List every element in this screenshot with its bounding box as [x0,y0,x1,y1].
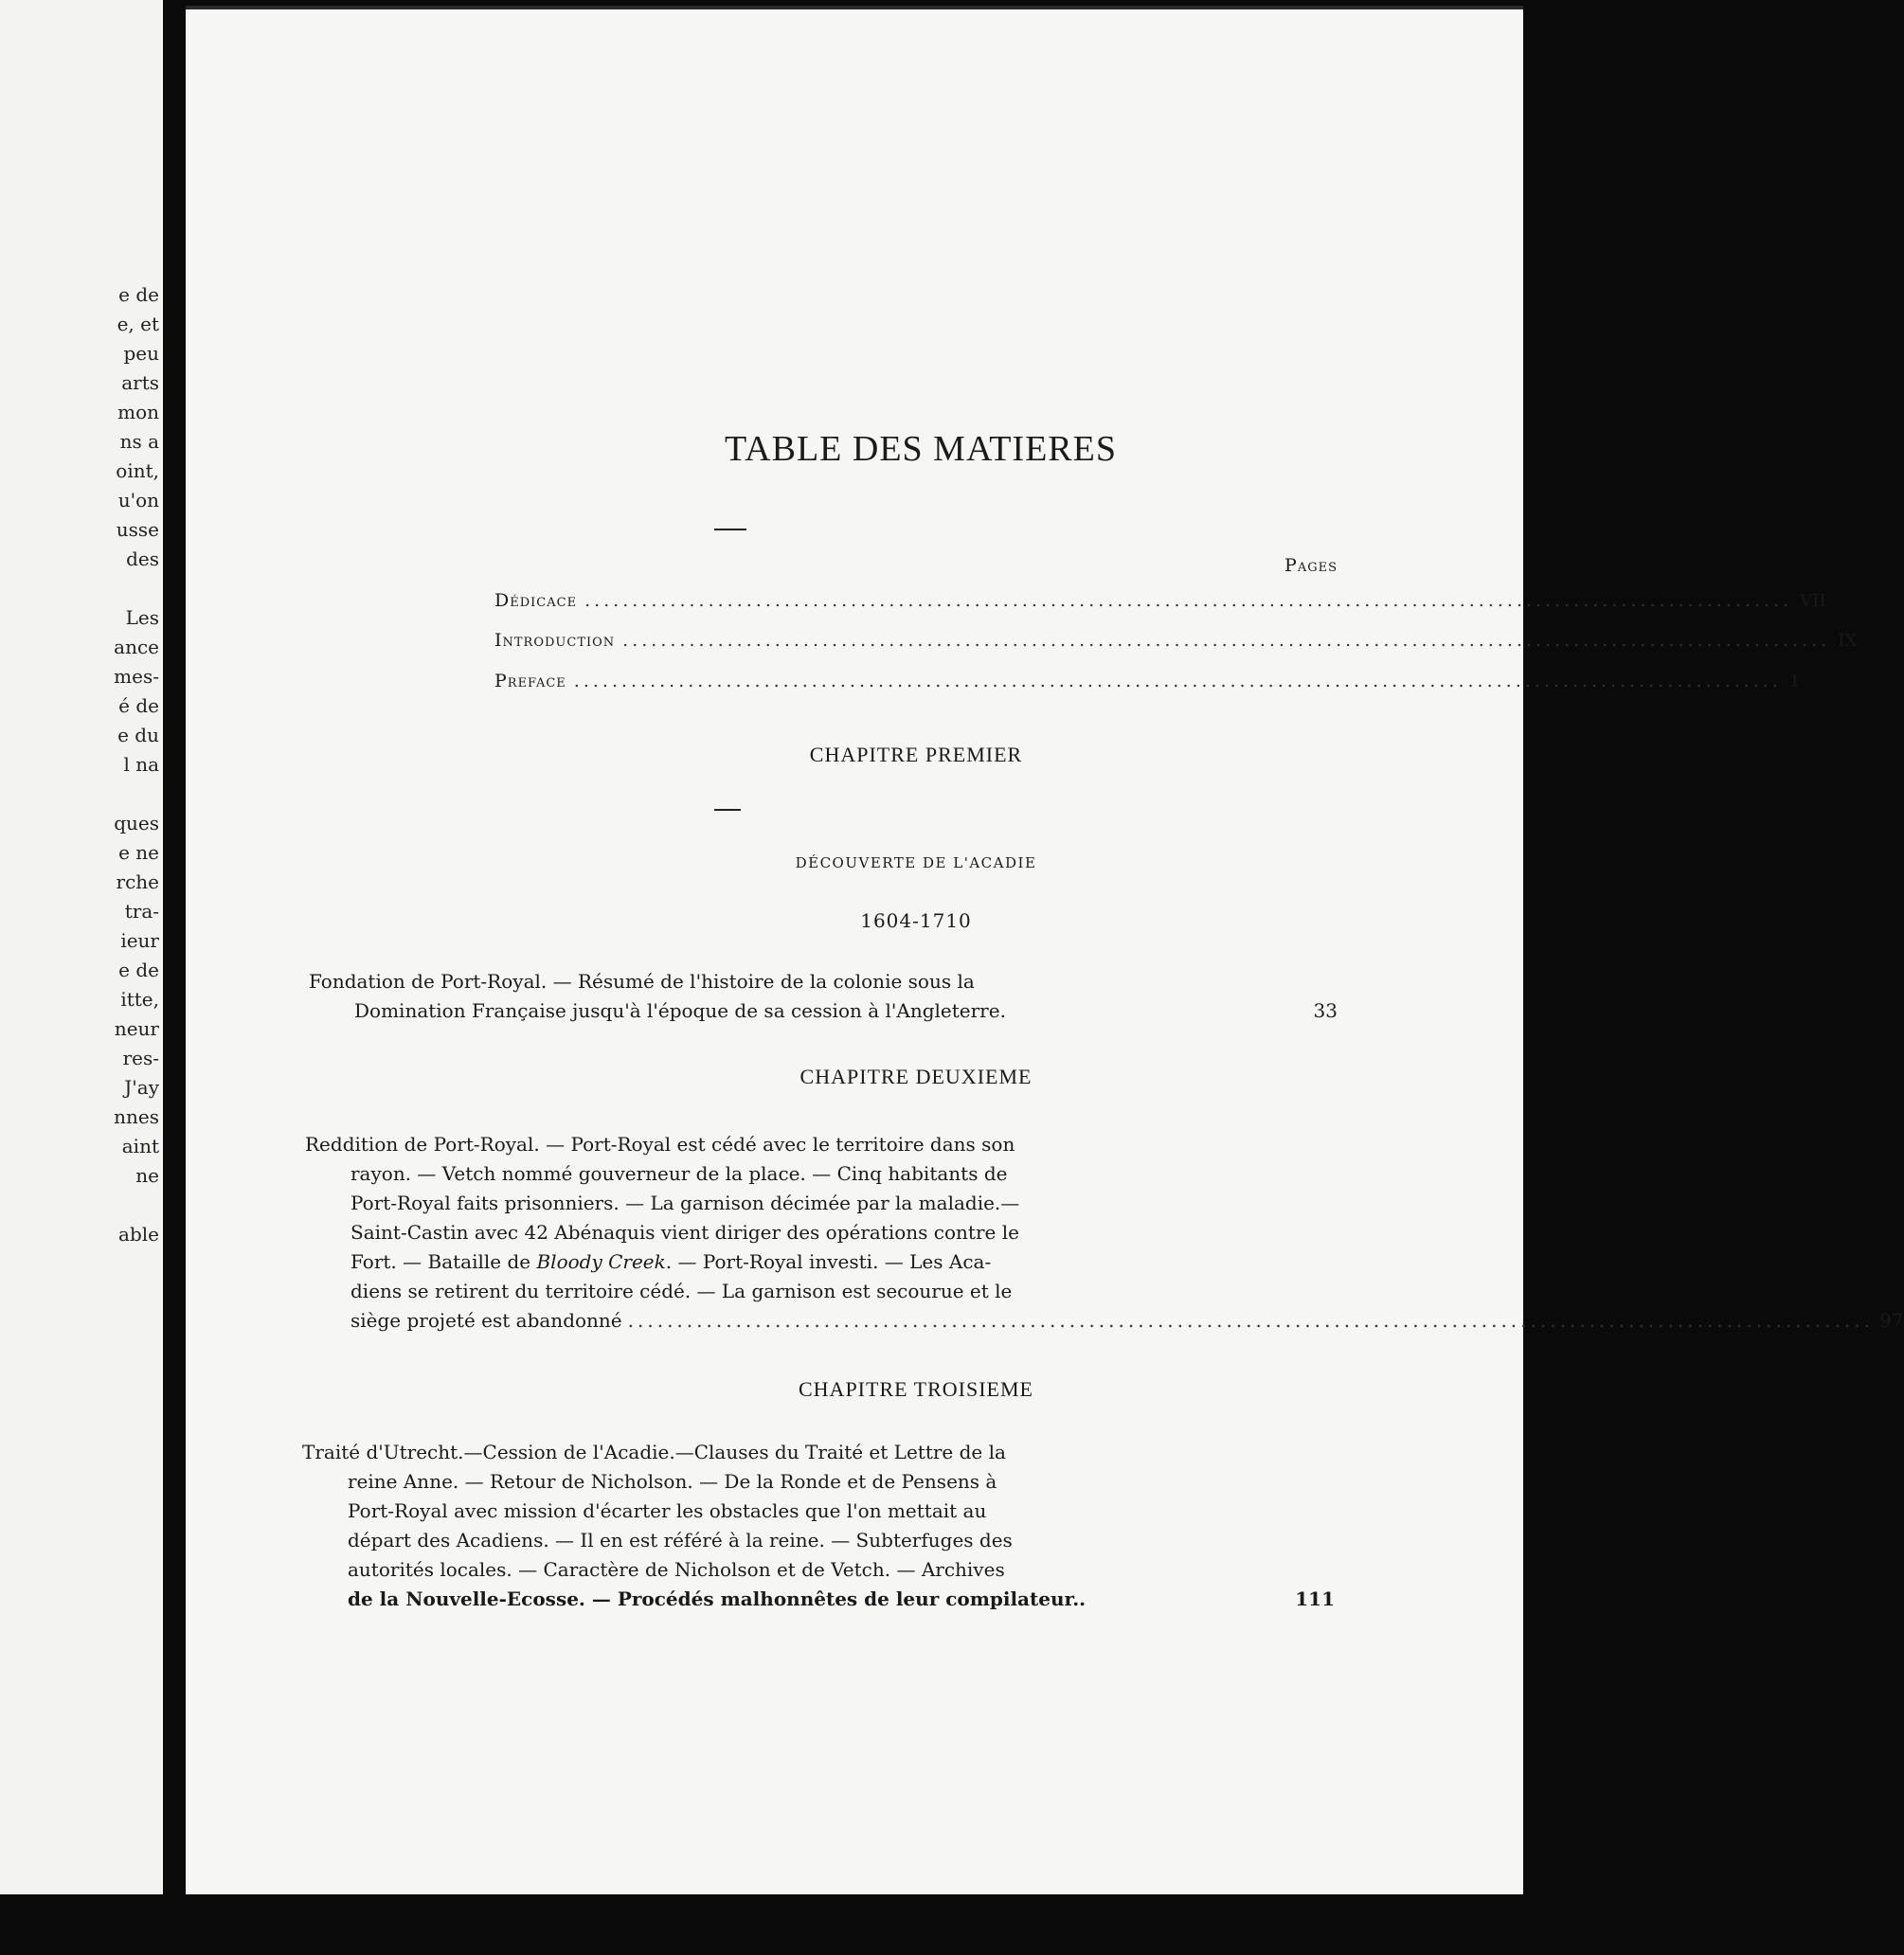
page-title: TABLE DES MATIERES [725,429,1117,469]
dot-leader: ............................................................................................................................... [627,1309,1875,1332]
chapter-3-page: 111 [1295,1587,1335,1610]
summary-line: Fort. — Bataille de Bloody Creek. — Port-Royal investi. — Les Aca- [350,1250,992,1273]
left-page-line: e de [118,959,159,981]
left-page-line: ance [114,636,159,658]
left-page-line: arts [121,371,159,394]
summary-line: rayon. — Vetch nommé gouverneur de la place. — Cinq habitants de [350,1162,1008,1185]
left-page-line: J'ay [124,1076,159,1099]
left-page-text [114,280,159,1249]
left-page-line: mon [117,401,159,423]
left-page-line: e, et [117,313,159,335]
dot-leader: ............................................................................................................................... [573,671,1782,691]
left-page-line: ne [135,1164,159,1187]
left-page-line [114,780,159,809]
toc-page [186,6,1904,1955]
toc-entry-preface [494,671,1801,699]
left-page-line: mes- [114,665,159,688]
left-page-line: des [126,547,159,570]
toc-entry-page: 1 [1788,672,1801,691]
left-page-line: itte, [120,988,159,1011]
left-page-line: able [118,1223,159,1246]
left-page-line: res- [122,1047,159,1069]
left-page-line: é de [118,694,159,717]
summary-line: reine Anne. — Retour de Nicholson. — De la Ronde et de Pensens à [348,1470,997,1493]
pages-column-label: Pages [1284,555,1338,576]
chapter-3-heading: CHAPITRE TROISIEME [799,1377,1033,1401]
left-page-line: e de [118,283,159,306]
book-gutter [163,0,186,1955]
toc-entry-label: Preface [494,671,566,691]
left-page-line: ns a [119,430,159,453]
left-page-line: tra- [124,900,159,923]
summary-line: Port-Royal avec mission d'écarter les obstacles que l'on mettait au [348,1499,987,1522]
chapter-1-heading: CHAPITRE PREMIER [809,743,1023,766]
left-page-line: oint, [116,459,159,482]
left-page-line: ieur [120,929,159,952]
left-page-line: neur [114,1017,159,1040]
left-page-strip [0,0,163,1894]
summary-line: Fondation de Port-Royal. — Résumé de l'histoire de la colonie sous la [309,970,975,993]
dot-leader: ............................................................................................................................... [584,590,1793,611]
summary-line: Saint-Castin avec 42 Abénaquis vient diriger des opérations contre le [350,1221,1019,1244]
left-page-line: l na [123,753,159,776]
summary-line: Port-Royal faits prisonniers. — La garnison décimée par la maladie.— [350,1192,1020,1214]
toc-entry-label: Introduction [494,630,616,651]
toc-entry-page: VII [1800,591,1826,611]
summary-line: diens se retirent du territoire cédé. — La garnison est secourue et le [350,1280,1013,1302]
left-page-line: e ne [118,841,159,864]
chapter-1-page: 33 [1313,999,1338,1022]
left-page-line: aint [121,1135,159,1157]
toc-entry-introduction [494,630,1858,658]
summary-line: siège projeté est abandonné ............................................................................................................................... 97 [305,1306,1338,1336]
summary-line: Domination Française jusqu'à l'époque de sa cession à l'Angleterre. 33 [309,996,1338,1026]
title-divider [714,529,746,530]
left-page-line: Les [125,606,159,629]
chapter-2-summary [305,1130,1904,1336]
page-top-edge [186,6,1523,9]
left-page-line [114,1191,159,1220]
left-page-line: nnes [114,1105,159,1128]
summary-line: Traité d'Utrecht.—Cession de l'Acadie.—Clauses du Traité et Lettre de la [302,1441,1006,1463]
left-page-line: rche [116,870,159,893]
summary-line: départ des Acadiens. — Il en est référé à la reine. — Subterfuges des [348,1529,1013,1551]
left-page-line: peu [123,342,159,365]
chapter-2-heading: CHAPITRE DEUXIEME [799,1065,1033,1088]
chapter-2-page: 97 [1879,1309,1904,1332]
chapter-3-summary [302,1438,1335,1614]
left-page-line: ques [114,812,159,834]
left-page-line: e du [117,724,159,746]
left-page-line: u'on [117,489,159,511]
chapter-1-dates: 1604-1710 [860,909,972,932]
chapter-1-summary [309,967,1338,1026]
summary-line: autorités locales. — Caractère de Nicholson et de Vetch. — Archives [348,1558,1005,1581]
italic-place-name: Bloody Creek [536,1250,666,1273]
summary-line: Reddition de Port-Royal. — Port-Royal est cédé avec le territoire dans son [305,1133,1015,1156]
chapter-1-divider [714,809,741,811]
scan-bottom-edge [0,1894,1523,1955]
summary-line: de la Nouvelle-Ecosse. — Procédés malhonnêtes de leur compilateur.. 111 [302,1585,1335,1614]
toc-entry-label: Dédicace [494,590,578,611]
toc-entry-page: IX [1838,631,1858,651]
toc-entry-dedicace [494,590,1826,619]
chapter-1-subtitle: DÉCOUVERTE DE L'ACADIE [795,854,1037,871]
dot-leader: ............................................................................................................................... [622,630,1831,651]
left-page-line: usse [116,518,159,541]
left-page-line [114,574,159,603]
